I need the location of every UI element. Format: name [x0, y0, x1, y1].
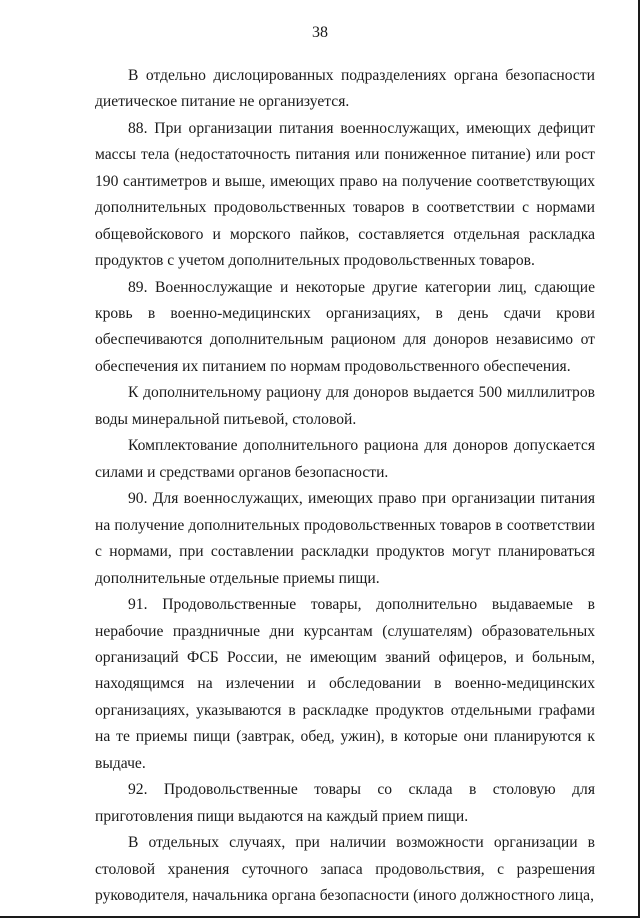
paragraph-90: 90. Для военнослужащих, имеющих право при организации питания на получение дополнительных продовольственных товаров в соответствии с нормами, при составлении раскладки продуктов могут планироваться дополнительные отдельные приемы пищи.: [95, 490, 595, 587]
paragraph-donor-ration: Комплектование дополнительного рациона для доноров допускается силами и средствами органов безопасности.: [95, 437, 595, 481]
paragraph-89: 89. Военнослужащие и некоторые другие категории лиц, сдающие кровь в военно-медицинских организациях, в день сдачи крови обеспечиваются дополнительным рационом для доноров независимо от обеспечения их питанием по нормам продовольственного обеспечения.: [95, 278, 595, 375]
paragraph-dietary-note: В отдельно дислоцированных подразделениях органа безопасности диетическое питание не организуется.: [95, 67, 595, 111]
paragraph-88: 88. При организации питания военнослужащих, имеющих дефицит массы тела (недостаточность питания или пониженное питание) или рост 190 сантиметров и выше, имеющих право на получение соответствующих дополнительных продовольственных товаров в соответствии с нормами общевойскового и морского пайков, составляется отдельная раскладка продуктов с учетом дополнительных продовольственных товаров.: [95, 120, 595, 270]
paragraph-storage: В отдельных случаях, при наличии возможности организации в столовой хранения суточного запаса продовольствия, с разрешения руководителя, начальника органа безопасности (иного должностного лица,: [95, 834, 595, 905]
document-body: [95, 63, 595, 910]
page-number: 38: [312, 24, 328, 41]
paragraph-92: 92. Продовольственные товары со склада в столовую для приготовления пищи выдаются на каждый прием пищи.: [95, 781, 595, 825]
paragraph-donor-water: К дополнительному рациону для доноров выдается 500 миллилитров воды минеральной питьевой, столовой.: [95, 384, 595, 428]
paragraph-91: 91. Продовольственные товары, дополнительно выдаваемые в нерабочие праздничные дни курсантам (слушателям) образовательных организаций ФСБ России, не имеющим званий офицеров, и больным, находящимся на излечении и обследовании в военно-медицинских организациях, указываются в раскладке продуктов отдельными графами на те приемы пищи (завтрак, обед, ужин), в которые они планируются к выдаче.: [95, 596, 595, 772]
